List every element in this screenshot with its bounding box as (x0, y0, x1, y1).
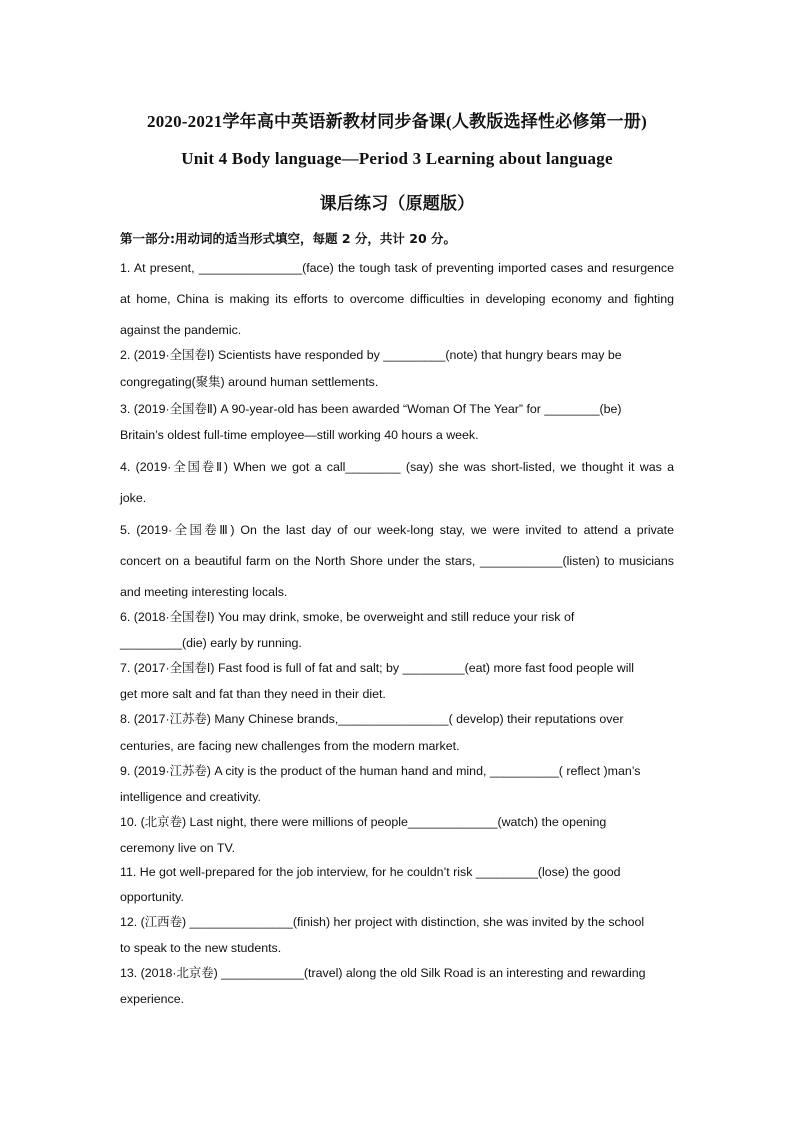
question-13-line-1: 13. (2018·北京卷) ____________(travel) along the old Silk Road is an interesting and rewarding (120, 966, 646, 980)
question-4-line-2: joke. (120, 491, 147, 505)
question-13-line-2: experience. (120, 992, 185, 1006)
section-heading: 第一部分:用动词的适当形式填空，每题 2 分，共计 20 分。 (120, 231, 456, 246)
question-12-line-2: to speak to the new students. (120, 941, 282, 955)
question-10-line-2: ceremony live on TV. (120, 841, 236, 855)
question-1-line-3: against the pandemic. (120, 323, 242, 337)
question-8-line-2: centuries, are facing new challenges from the modern market. (120, 739, 460, 753)
question-10-line-1: 10. (北京卷) Last night, there were millions of people_____________(watch) the opening (120, 815, 607, 829)
document-title: 2020-2021学年高中英语新教材同步备课(人教版选择性必修第一册) (147, 112, 647, 131)
question-11-line-1: 11. He got well-prepared for the job interview, for he couldn’t risk _________(lose) the good (120, 865, 621, 879)
question-7-line-1: 7. (2017·全国卷Ⅰ) Fast food is full of fat and salt; by _________(eat) more fast food people will (120, 661, 635, 675)
question-6-line-2: _________(die) early by running. (120, 636, 302, 650)
question-5-line-3: and meeting interesting locals. (120, 585, 288, 599)
question-4-line-1: 4. (2019·全国卷Ⅱ) When we got a call________ (say) she was short-listed, we thought it was a (120, 460, 674, 474)
question-3-line-2: Britain’s oldest full-time employee—still working 40 hours a week. (120, 428, 479, 442)
question-8-line-1: 8. (2017·江苏卷) Many Chinese brands,________________( develop) their reputations over (120, 712, 624, 726)
exercise-subtitle: 课后练习（原题版） (319, 194, 475, 213)
question-5-line-1: 5. (2019·全国卷Ⅲ) On the last day of our week-long stay, we were invited to attend a private (120, 523, 674, 537)
question-7-line-2: get more salt and fat than they need in their diet. (120, 687, 386, 701)
question-9-line-2: intelligence and creativity. (120, 790, 261, 804)
question-2-line-1: 2. (2019·全国卷Ⅰ) Scientists have responded by _________(note) that hungry bears may be (120, 348, 622, 362)
question-1-line-2: at home, China is making its efforts to overcome difficulties in developing economy and fighting (120, 292, 674, 306)
unit-title: Unit 4 Body language—Period 3 Learning about language (181, 149, 613, 168)
question-3-line-1: 3. (2019·全国卷Ⅱ) A 90-year-old has been awarded “Woman Of The Year” for ________(be) (120, 402, 622, 416)
question-2-line-2: congregating(聚集) around human settlements. (120, 375, 379, 389)
question-12-line-1: 12. (江西卷) _______________(finish) her project with distinction, she was invited by the school (120, 915, 645, 929)
question-11-line-2: opportunity. (120, 890, 184, 904)
question-5-line-2: concert on a beautiful farm on the North Shore under the stars, ____________(listen) to musicians (120, 554, 674, 568)
question-9-line-1: 9. (2019·江苏卷) A city is the product of the human hand and mind, __________( reflect )man’s (120, 764, 641, 778)
question-1-line-1: 1. At present, _______________(face) the tough task of preventing imported cases and resurgence (120, 261, 674, 275)
question-6-line-1: 6. (2018·全国卷Ⅰ) You may drink, smoke, be overweight and still reduce your risk of (120, 610, 575, 624)
